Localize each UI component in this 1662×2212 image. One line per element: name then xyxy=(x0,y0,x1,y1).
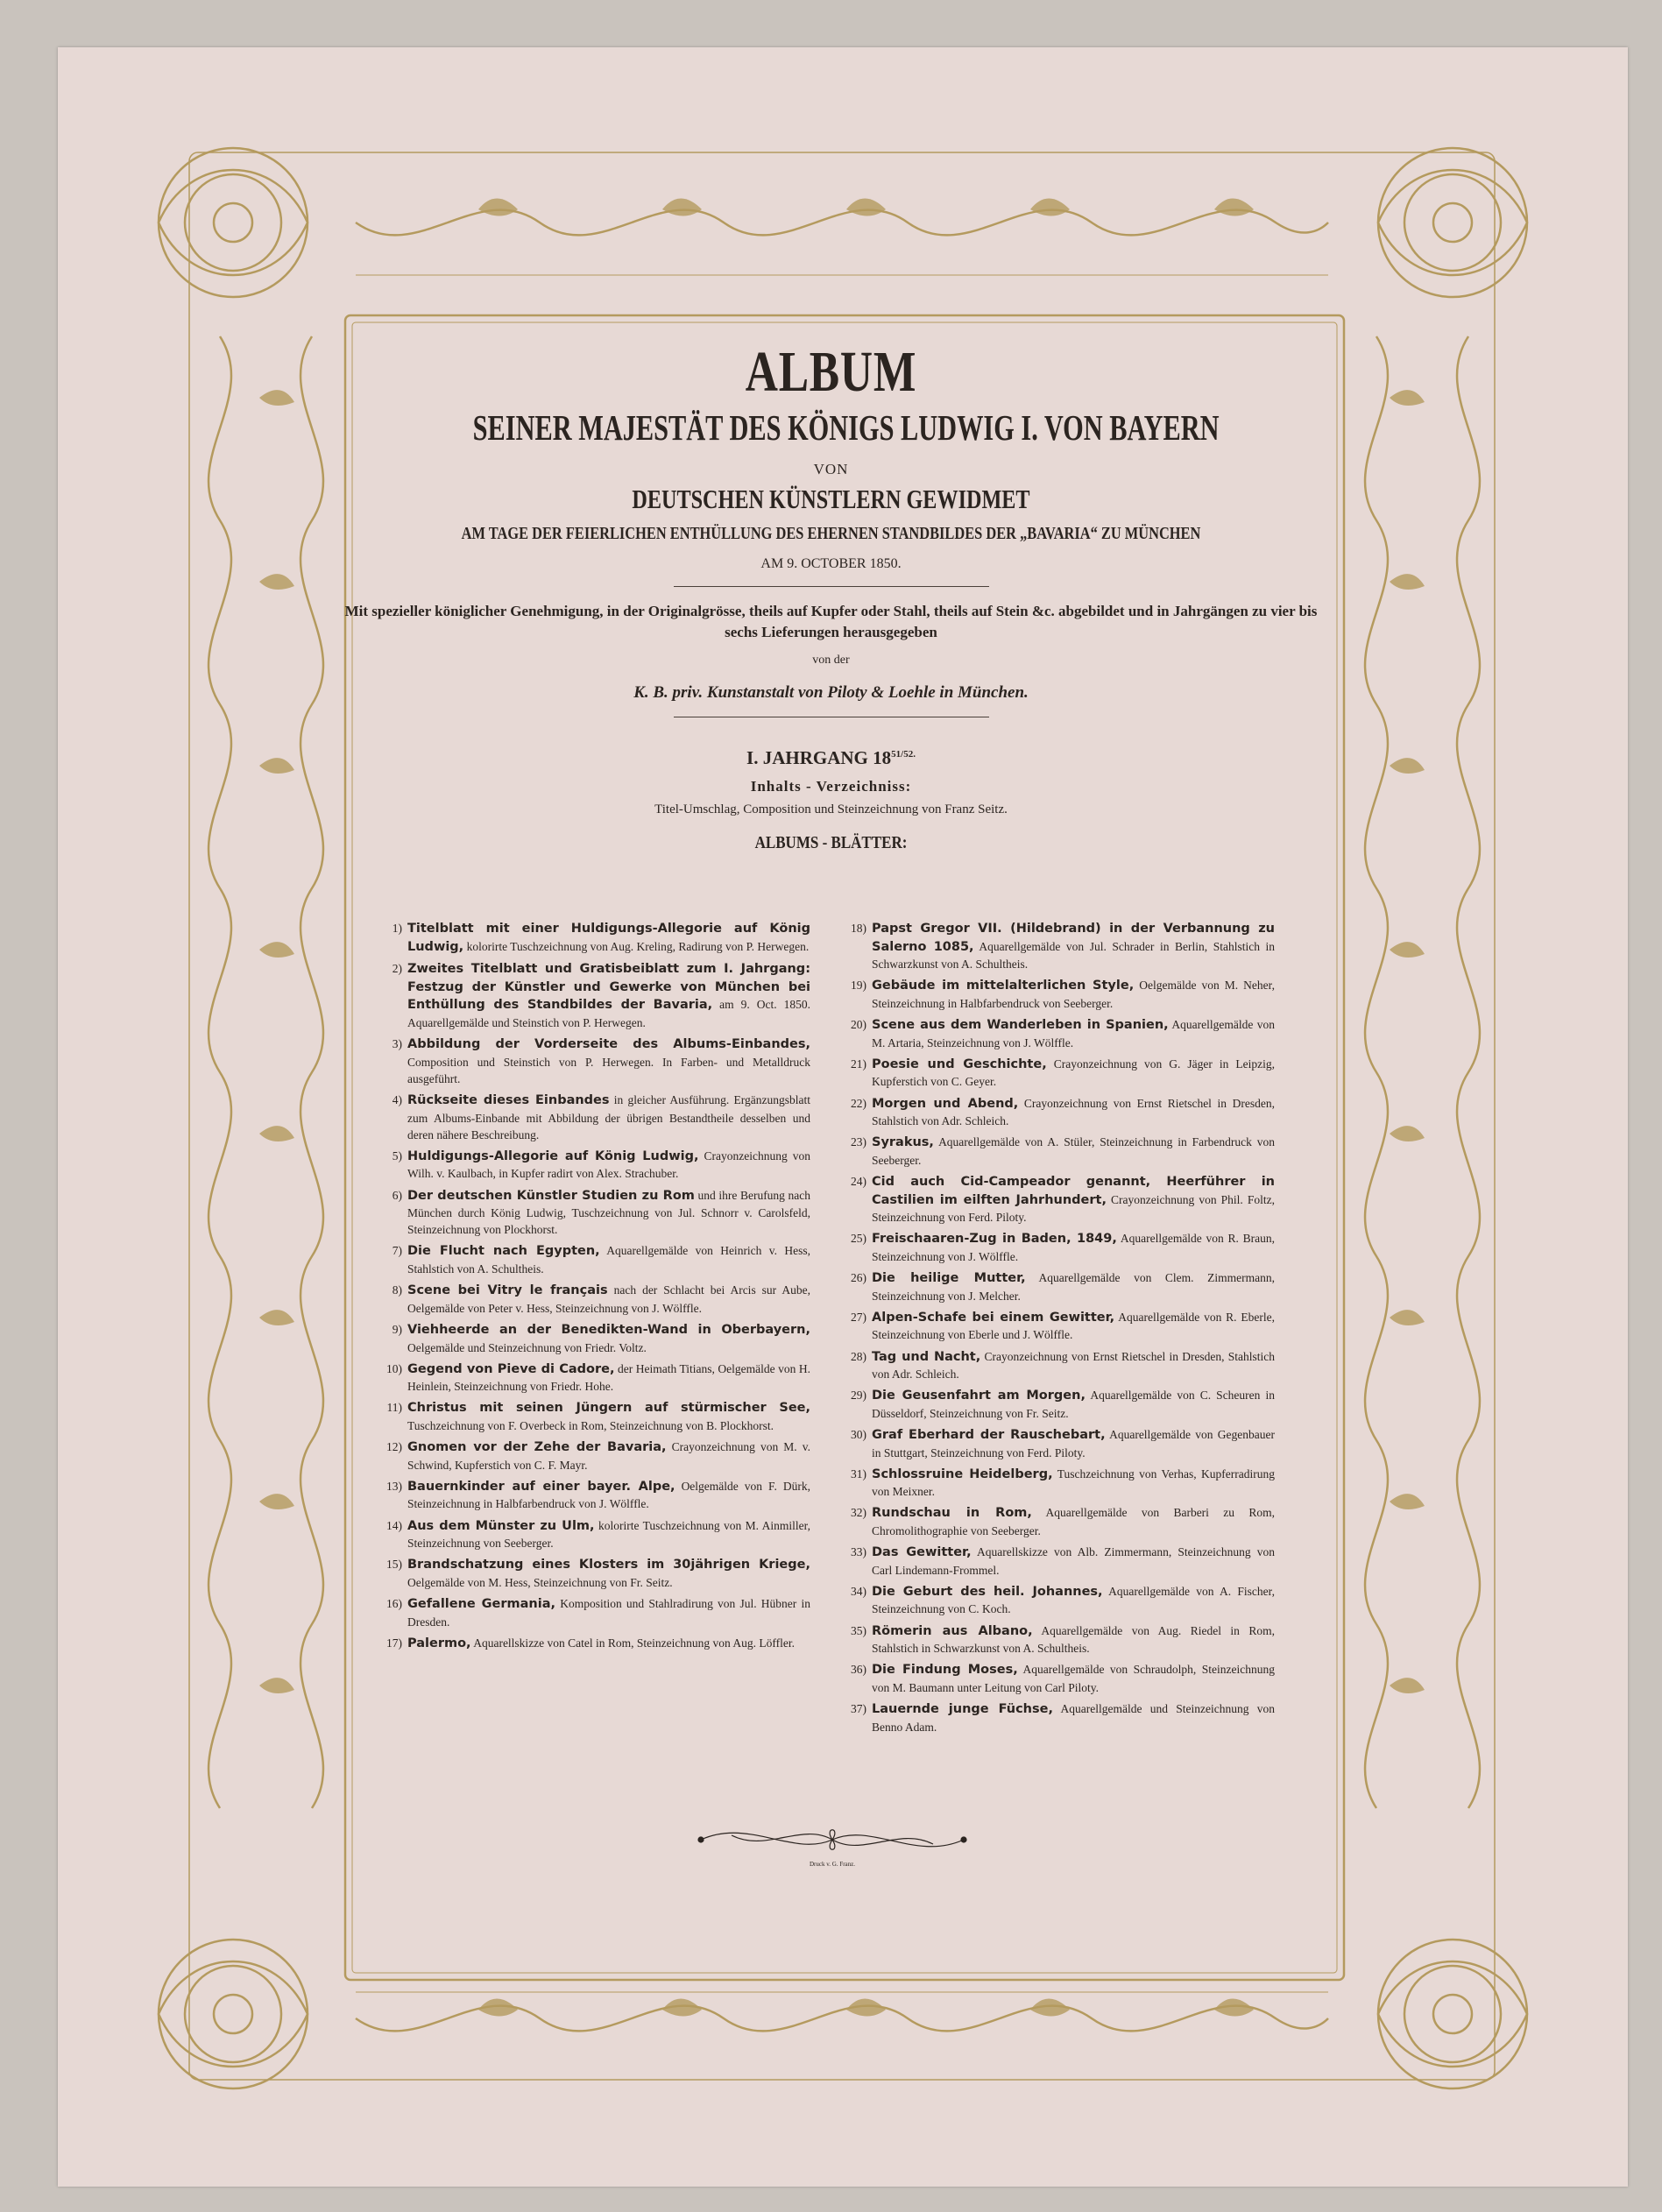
list-item xyxy=(837,1661,1275,1696)
item-text xyxy=(872,920,1275,972)
item-title: Tag und Nacht, xyxy=(872,1349,981,1364)
item-number: 7) xyxy=(392,1244,402,1258)
item-text xyxy=(407,1148,810,1183)
list-item xyxy=(837,1583,1275,1618)
list-item xyxy=(372,1242,810,1277)
item-number: 15) xyxy=(386,1558,402,1572)
item-description: Crayonzeichnung von Ernst Rietschel in Dresden, Stahlstich von Adr. Schleich. xyxy=(872,1096,1275,1128)
item-text xyxy=(407,1399,810,1434)
item-number: 16) xyxy=(386,1597,402,1611)
item-description: Aquarellgemälde von A. Fischer, Steinzeichnung von C. Koch. xyxy=(872,1584,1275,1616)
list-item xyxy=(837,1544,1275,1579)
list-item xyxy=(837,1016,1275,1051)
right-column xyxy=(837,920,1275,1740)
item-description: Aquarellgemälde und Steinzeichnung von Benno Adam. xyxy=(872,1702,1275,1734)
item-number: 35) xyxy=(851,1623,866,1637)
item-title: Poesie und Geschichte, xyxy=(872,1057,1047,1071)
item-text xyxy=(872,1095,1275,1130)
item-title: Morgen und Abend, xyxy=(872,1096,1019,1111)
item-title: Rundschau in Rom, xyxy=(872,1506,1032,1521)
item-description: Composition und Steinstich von P. Herwegen. In Farben- und Metalldruck ausgeführt. xyxy=(407,1055,810,1085)
item-description: Aquarellgemälde von Jul. Schrader in Berlin, Stahlstich in Schwarzkunst von A. Schultheis. xyxy=(872,939,1275,972)
item-number: 4) xyxy=(392,1092,402,1106)
item-number: 28) xyxy=(851,1349,866,1363)
list-item xyxy=(372,1282,810,1317)
list-item xyxy=(372,1438,810,1473)
item-number: 27) xyxy=(851,1310,866,1324)
item-text xyxy=(407,1360,810,1396)
item-description: Tuschzeichnung von F. Overbeck in Rom, Steinzeichnung von B. Plockhorst. xyxy=(407,1418,774,1432)
item-description: Oelgemälde von M. Hess, Steinzeichnung von Fr. Seitz. xyxy=(407,1575,673,1589)
item-number: 20) xyxy=(851,1018,866,1032)
item-title: Cid auch Cid-Campeador genannt, Heerführer in Castilien im eilften Jahrhundert, xyxy=(872,1174,1275,1207)
volume-label: I. JAHRGANG 18 xyxy=(746,747,892,769)
item-text xyxy=(407,1187,810,1239)
item-description: Aquarellgemälde von Gegenbauer in Stuttgart, Steinzeichnung von Ferd. Piloty. xyxy=(872,1427,1275,1459)
item-title: Zweites Titelblatt und Gratisbeiblatt zum I. Jahrgang: Festzug der Künstler und Gewerke von München bei Enthüllung des Standbildes der Bavaria, xyxy=(407,962,810,1013)
item-text xyxy=(872,977,1275,1012)
item-number: 25) xyxy=(851,1232,866,1246)
item-description: Oelgemälde von F. Dürk, Steinzeichnung in Halbfarbendruck von J. Wölffle. xyxy=(407,1479,810,1511)
item-title: Die heilige Mutter, xyxy=(872,1271,1026,1286)
item-title: Gnomen vor der Zehe der Bavaria, xyxy=(407,1440,667,1455)
item-title: Römerin aus Albano, xyxy=(872,1623,1033,1638)
item-title: Graf Eberhard der Rauschebart, xyxy=(872,1427,1106,1442)
item-description: Aquarellgemälde von M. Artaria, Steinzeichnung von J. Wölffle. xyxy=(872,1018,1275,1049)
item-number: 37) xyxy=(851,1702,866,1716)
item-text xyxy=(407,1092,810,1143)
item-description: kolorirte Tuschzeichnung von M. Ainmiller, Steinzeichnung von Seeberger. xyxy=(407,1518,811,1551)
contents-columns xyxy=(372,920,1275,1740)
item-number: 8) xyxy=(392,1283,402,1297)
item-title: Alpen-Schafe bei einem Gewitter, xyxy=(872,1310,1115,1325)
item-text xyxy=(407,1438,810,1473)
item-title: Die Flucht nach Egypten, xyxy=(407,1244,600,1259)
item-text xyxy=(872,1544,1275,1579)
item-description: Crayonzeichnung von G. Jäger in Leipzig, Kupferstich von C. Geyer. xyxy=(872,1057,1275,1089)
item-text xyxy=(407,1635,810,1653)
volume-years: 51/52. xyxy=(891,749,916,760)
list-item xyxy=(372,1148,810,1183)
item-description: Aquarellgemälde von Aug. Riedel in Rom, Stahlstich in Schwarzkunst von A. Schultheis. xyxy=(872,1623,1275,1656)
list-item xyxy=(837,1134,1275,1169)
publisher-line: K. B. priv. Kunstanstalt von Piloty & Loehle in München. xyxy=(633,683,1029,703)
item-text xyxy=(872,1230,1275,1265)
item-text xyxy=(872,1661,1275,1696)
item-number: 2) xyxy=(392,962,402,976)
item-title: Huldigungs-Allegorie auf König Ludwig, xyxy=(407,1148,699,1163)
item-text xyxy=(872,1269,1275,1304)
printer-credit: Druck v. G. Franz. xyxy=(809,1861,856,1868)
item-text xyxy=(872,1348,1275,1383)
item-number: 32) xyxy=(851,1506,866,1520)
item-title: Die Geusenfahrt am Morgen, xyxy=(872,1389,1086,1403)
item-title: Gebäude im mittelalterlichen Style, xyxy=(872,979,1135,993)
item-title: Gefallene Germania, xyxy=(407,1597,555,1612)
item-text xyxy=(407,1556,810,1591)
item-title: Viehheerde an der Benedikten-Wand in Oberbayern, xyxy=(407,1322,810,1337)
item-number: 24) xyxy=(851,1174,866,1188)
list-item xyxy=(372,1556,810,1591)
item-title: Die Geburt des heil. Johannes, xyxy=(872,1584,1103,1599)
list-item xyxy=(837,1056,1275,1091)
item-title: Freischaaren-Zug in Baden, 1849, xyxy=(872,1232,1117,1247)
list-item xyxy=(837,1348,1275,1383)
item-title: Scene bei Vitry le français xyxy=(407,1283,608,1298)
item-number: 3) xyxy=(392,1037,402,1051)
sheets-heading: ALBUMS - BLÄTTER: xyxy=(754,833,908,853)
item-description: Aquarellskizze von Catel in Rom, Steinzeichnung von Aug. Löffler. xyxy=(473,1636,796,1650)
item-text xyxy=(407,1242,810,1277)
list-item xyxy=(837,920,1275,972)
list-item xyxy=(372,1595,810,1630)
flourish-ornament xyxy=(697,1813,968,1866)
item-text xyxy=(872,1134,1275,1169)
item-description: Aquarellgemälde von Schraudolph, Steinzeichnung von M. Baumann unter Leitung von Carl Piloty. xyxy=(872,1663,1275,1694)
item-title: Die Findung Moses, xyxy=(872,1663,1018,1678)
item-description: Aquarellgemälde von A. Stüler, Steinzeichnung in Farbendruck von Seeberger. xyxy=(872,1135,1275,1167)
permission-text: Mit spezieller königlicher Genehmigung, in der Originalgrösse, theils auf Kupfer oder Stahl, theils auf Stein &c. abgebildet und in Jahrgängen zu vier bis sechs Lieferungen herausgegeben xyxy=(344,603,1318,641)
cover-line: Titel-Umschlag, Composition und Steinzeichnung von Franz Seitz. xyxy=(654,802,1008,817)
item-text xyxy=(407,1035,810,1087)
item-description: Aquarellgemälde von R. Eberle, Steinzeichnung von Eberle und J. Wölffle. xyxy=(872,1310,1275,1342)
item-number: 26) xyxy=(851,1271,866,1285)
item-description: und ihre Berufung nach München durch König Ludwig, Tuschzeichnung von Jul. Schnorr v. Carolsfeld, Steinzeichnung von Plockhorst. xyxy=(407,1188,811,1237)
left-column xyxy=(372,920,810,1740)
item-text xyxy=(407,1595,810,1630)
list-item xyxy=(837,1387,1275,1422)
item-number: 23) xyxy=(851,1135,866,1149)
list-item xyxy=(837,1095,1275,1130)
list-item xyxy=(372,1360,810,1396)
date-line: AM 9. OCTOBER 1850. xyxy=(760,556,902,572)
item-title: Der deutschen Künstler Studien zu Rom xyxy=(407,1188,695,1203)
list-item xyxy=(372,1399,810,1434)
volume-heading xyxy=(347,747,1315,769)
list-item xyxy=(372,1635,810,1653)
item-number: 11) xyxy=(386,1401,402,1415)
item-number: 9) xyxy=(392,1322,402,1336)
item-title: Lauernde junge Füchse, xyxy=(872,1702,1053,1717)
list-item xyxy=(372,1517,810,1552)
item-number: 29) xyxy=(851,1389,866,1403)
item-title: Das Gewitter, xyxy=(872,1545,972,1560)
item-description: Aquarellgemälde von Heinrich v. Hess, Stahlstich von A. Schultheis. xyxy=(407,1244,810,1276)
list-item xyxy=(372,1187,810,1239)
item-description: Aquarellgemälde von C. Scheuren in Düsseldorf, Steinzeichnung von Fr. Seitz. xyxy=(872,1389,1276,1420)
item-number: 34) xyxy=(851,1584,866,1598)
item-text xyxy=(872,1700,1275,1735)
dedication-line: DEUTSCHEN KÜNSTLERN GEWIDMET xyxy=(632,484,1030,515)
item-text xyxy=(407,1517,810,1552)
list-item xyxy=(837,1504,1275,1539)
item-text xyxy=(407,1321,810,1356)
item-title: Schlossruine Heidelberg, xyxy=(872,1466,1053,1481)
item-text xyxy=(872,1583,1275,1618)
list-item xyxy=(837,1173,1275,1226)
item-number: 18) xyxy=(851,922,866,935)
item-number: 13) xyxy=(386,1479,402,1493)
item-description: am 9. Oct. 1850. Aquarellgemälde und Steinstich von P. Herwegen. xyxy=(407,998,810,1029)
item-description: der Heimath Titians, Oelgemälde von H. Heinlein, Steinzeichnung von Friedr. Hohe. xyxy=(407,1361,810,1394)
item-text xyxy=(872,1173,1275,1226)
item-number: 6) xyxy=(392,1188,402,1202)
list-item xyxy=(372,1321,810,1356)
item-text xyxy=(872,1466,1275,1501)
item-description: Crayonzeichnung von Phil. Foltz, Steinzeichnung von Ferd. Piloty. xyxy=(872,1192,1275,1225)
item-text xyxy=(407,920,810,956)
item-title: Bauernkinder auf einer bayer. Alpe, xyxy=(407,1479,675,1494)
item-title: Syrakus, xyxy=(872,1135,934,1150)
list-item xyxy=(837,1426,1275,1461)
item-title: Brandschatzung eines Klosters im 30jährigen Kriege, xyxy=(407,1558,810,1572)
item-description: Komposition und Stahlradirung von Jul. Hübner in Dresden. xyxy=(407,1597,810,1629)
item-title: Scene aus dem Wanderleben in Spanien, xyxy=(872,1018,1169,1033)
item-description: Tuschzeichnung von Verhas, Kupferradirung von Meixner. xyxy=(872,1466,1275,1499)
divider-rule xyxy=(674,586,989,587)
item-number: 31) xyxy=(851,1466,866,1481)
item-number: 12) xyxy=(386,1440,402,1454)
item-number: 19) xyxy=(851,979,866,993)
item-description: Aquarellskizze von Alb. Zimmermann, Steinzeichnung von Carl Lindemann-Frommel. xyxy=(872,1545,1275,1577)
item-title: Abbildung der Vorderseite des Albums-Einbandes, xyxy=(407,1037,810,1052)
item-text xyxy=(872,1387,1275,1422)
list-item xyxy=(837,1230,1275,1265)
item-number: 5) xyxy=(392,1148,402,1163)
item-number: 10) xyxy=(386,1361,402,1375)
list-item xyxy=(372,1478,810,1513)
item-description: in gleicher Ausführung. Ergänzungsblatt zum Albums-Einbande mit Abbildung der übrigen Bestandtheile desselben und deren nähere Beschreibung. xyxy=(407,1092,811,1141)
list-item xyxy=(372,960,810,1031)
item-description: nach der Schlacht bei Arcis sur Aube, Oelgemälde von Peter v. Hess, Steinzeichnung von J. Wölffle. xyxy=(407,1283,811,1315)
list-item xyxy=(837,1466,1275,1501)
item-description: Aquarellgemälde von Clem. Zimmermann, Steinzeichnung von J. Melcher. xyxy=(872,1271,1275,1303)
list-item xyxy=(372,1035,810,1087)
item-title: Gegend von Pieve di Cadore, xyxy=(407,1361,615,1376)
item-number: 1) xyxy=(392,922,402,935)
item-description: Oelgemälde und Steinzeichnung von Friedr. Voltz. xyxy=(407,1340,647,1354)
item-description: Crayonzeichnung von M. v. Schwind, Kupferstich von C. F. Mayr. xyxy=(407,1440,810,1472)
item-text xyxy=(872,1622,1275,1657)
item-text xyxy=(407,1478,810,1513)
list-item xyxy=(837,1700,1275,1735)
item-number: 36) xyxy=(851,1663,866,1677)
item-description: Oelgemälde von M. Neher, Steinzeichnung in Halbfarbendruck von Seeberger. xyxy=(872,979,1275,1010)
list-item xyxy=(837,1269,1275,1304)
item-title: Aus dem Münster zu Ulm, xyxy=(407,1518,595,1533)
item-number: 14) xyxy=(386,1518,402,1532)
von-der-line: von der xyxy=(812,654,850,668)
list-item xyxy=(372,920,810,956)
item-description: Aquarellgemälde von Barberi zu Rom, Chromolithographie von Seeberger. xyxy=(872,1506,1275,1538)
item-text xyxy=(407,1282,810,1317)
list-item xyxy=(372,1092,810,1143)
item-number: 33) xyxy=(851,1545,866,1559)
item-number: 30) xyxy=(851,1427,866,1441)
index-heading: Inhalts - Verzeichniss: xyxy=(750,778,912,795)
item-description: kolorirte Tuschzeichnung von Aug. Kreling, Radirung von P. Herwegen. xyxy=(466,939,810,953)
item-title: Papst Gregor VII. (Hildebrand) in der Verbannung zu Salerno 1085, xyxy=(872,922,1275,954)
item-number: 22) xyxy=(851,1096,866,1110)
title-block xyxy=(344,340,1318,853)
item-number: 21) xyxy=(851,1057,866,1071)
item-text xyxy=(872,1426,1275,1461)
item-description: Aquarellgemälde von R. Braun, Steinzeichnung von J. Wölffle. xyxy=(872,1232,1275,1263)
item-title: Palermo, xyxy=(407,1636,471,1650)
item-number: 17) xyxy=(386,1636,402,1650)
item-text xyxy=(872,1016,1275,1051)
list-item xyxy=(837,1622,1275,1657)
occasion-line: AM TAGE DER FEIERLICHEN ENTHÜLLUNG DES EHERNEN STANDBILDES DER „BAVARIA“ ZU MÜNCHEN xyxy=(461,524,1201,544)
item-title: Titelblatt mit einer Huldigungs-Allegorie auf König Ludwig, xyxy=(407,922,810,954)
item-text xyxy=(872,1056,1275,1091)
album-title: ALBUM xyxy=(745,340,917,404)
item-description: Crayonzeichnung von Wilh. v. Kaulbach, in Kupfer radirt von Alex. Strachuber. xyxy=(407,1148,810,1181)
album-subtitle: SEINER MAJESTÄT DES KÖNIGS LUDWIG I. VON BAYERN xyxy=(472,407,1220,449)
von-line: VON xyxy=(813,461,849,478)
item-text xyxy=(872,1309,1275,1344)
list-item xyxy=(837,1309,1275,1344)
item-title: Christus mit seinen Jüngern auf stürmischer See, xyxy=(407,1401,810,1416)
item-text xyxy=(407,960,810,1031)
item-description: Crayonzeichnung von Ernst Rietschel in Dresden, Stahlstich von Adr. Schleich. xyxy=(872,1349,1276,1382)
list-item xyxy=(837,977,1275,1012)
item-title: Rückseite dieses Einbandes xyxy=(407,1092,610,1107)
item-text xyxy=(872,1504,1275,1539)
